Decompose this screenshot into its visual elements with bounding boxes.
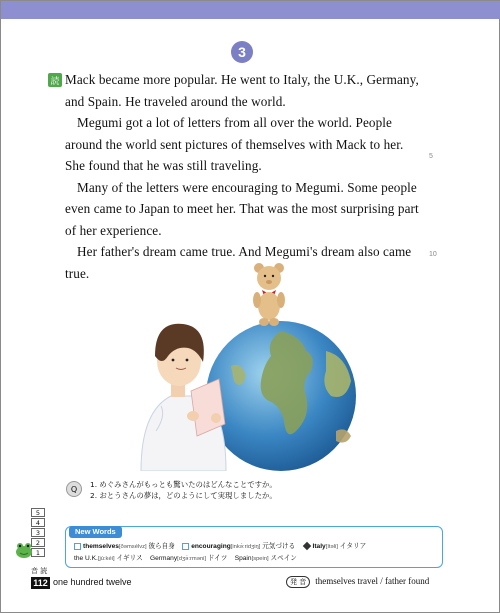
question-list	[90, 479, 430, 501]
vocab-meaning: 元気づける	[262, 543, 296, 550]
block-item: 3	[31, 528, 45, 537]
vocab-meaning: イタリア	[339, 543, 367, 550]
vocab-ipa: [ítəli]	[325, 544, 338, 550]
vocab-ipa: [ðəmsélvz]	[118, 544, 147, 550]
vocab-word: Italy	[312, 543, 326, 550]
unit-number-badge: 3	[231, 41, 253, 63]
new-words-title: New Words	[69, 526, 122, 538]
pronunciation-words: themselves travel / father found	[315, 576, 430, 586]
vocab-word: the U.K.	[74, 555, 98, 562]
question-item: 2. おとうさんの夢は，どのようにして実現しましたか。	[90, 491, 277, 500]
checkbox-icon	[182, 543, 189, 550]
vocab-word: encouraging	[191, 543, 231, 550]
reading-mark-icon: 読	[48, 73, 62, 87]
story-paragraph: Megumi got a lot of letters from all over the world. People around the world sent pictures of themselves with Mack to her. She found that he was still traveling.	[65, 115, 404, 173]
story-paragraph: Mack became more popular. He went to Italy, the U.K., Germany, and Spain. He traveled around the world.	[65, 72, 419, 109]
page-number-words: one hundred twelve	[53, 577, 132, 587]
vocab-ipa: [dʒə́:rməni]	[177, 556, 207, 562]
question-item: 1. めぐみさんがもっとも驚いたのはどんなことですか。	[90, 480, 277, 489]
vocab-ipa: [spein]	[251, 556, 269, 562]
new-words-row	[74, 552, 297, 562]
pronunciation-label: 発 音	[286, 576, 310, 588]
pronunciation-note	[286, 576, 429, 588]
illustration-globe-girl-bear	[131, 256, 381, 471]
new-words-box	[65, 526, 443, 568]
block-item: 1	[31, 548, 45, 557]
diamond-icon	[302, 542, 310, 550]
vocab-word: Germany	[150, 555, 178, 562]
new-words-row	[74, 540, 366, 550]
block-item: 5	[31, 508, 45, 517]
vocab-meaning: ドイツ	[207, 555, 228, 562]
line-number: 10	[429, 251, 437, 258]
story-paragraph: Her father's dream came true. And Megumi's dream also came true.	[65, 244, 412, 281]
vocab-word: themselves	[83, 543, 119, 550]
frog-mascot-icon	[14, 541, 34, 559]
top-band	[1, 1, 500, 19]
genre-label: 音 読	[31, 567, 48, 575]
block-item: 2	[31, 538, 45, 547]
vocab-meaning: 彼ら自身	[148, 543, 175, 550]
page-number: 112	[31, 577, 50, 589]
teddy-bear	[253, 263, 285, 326]
vocab-word: Spain	[234, 555, 252, 562]
girl-reading	[141, 324, 226, 471]
block-item: 4	[31, 518, 45, 527]
story-paragraph: Many of the letters were encouraging to Megumi. Some people even came to Japan to meet her. That was the most surprising part of her experience.	[65, 179, 419, 238]
vocab-ipa: [jù:kéi]	[97, 556, 115, 562]
story-text	[65, 69, 425, 284]
vocab-meaning: スペイン	[270, 555, 297, 562]
line-number: 5	[429, 153, 433, 160]
vocab-ipa: [inkə́:ridʒiŋ]	[230, 544, 261, 550]
checkbox-icon	[74, 543, 81, 550]
progress-blocks	[31, 508, 51, 558]
vocab-meaning: イギリス	[116, 555, 143, 562]
question-icon: Q	[66, 481, 82, 497]
